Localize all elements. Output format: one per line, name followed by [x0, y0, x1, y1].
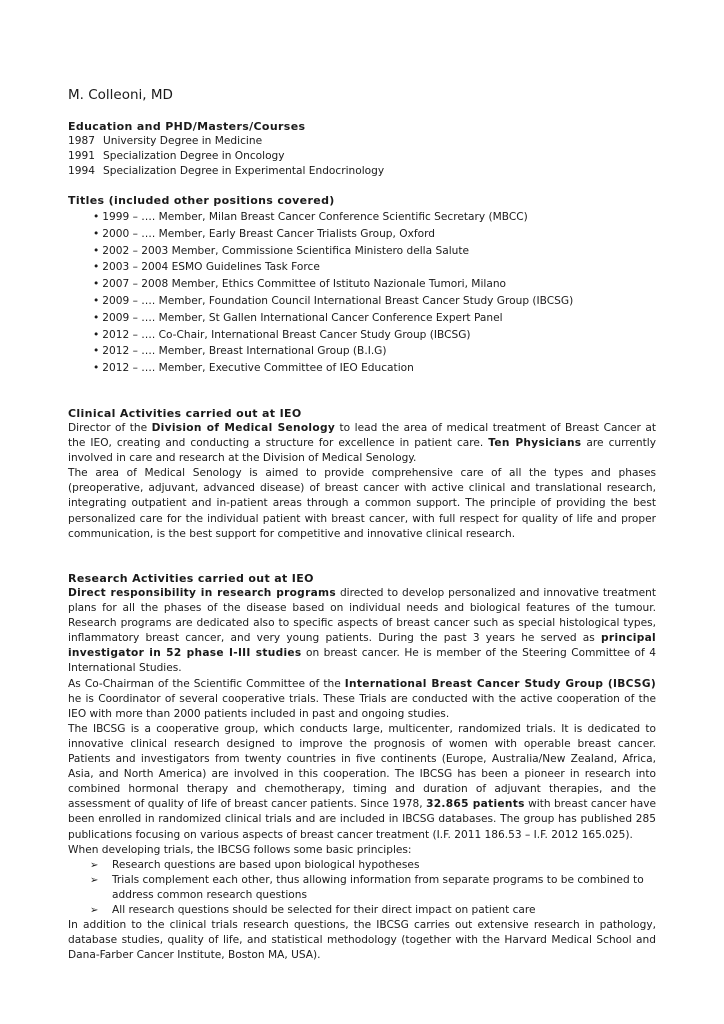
- education-text: University Degree in Medicine: [103, 135, 263, 147]
- clinical-paragraph-1: [68, 421, 656, 466]
- emphasis-physicians: Ten Physicians: [488, 437, 582, 450]
- titles-item: • 2012 – …. Member, Executive Committee of IEO Education: [93, 360, 656, 377]
- arrow-bullet-icon: ➢: [90, 859, 99, 871]
- text-run: The IBCSG is a cooperative group, which conducts large, multicenter, randomized trials. It is dedicated to innovative clinical research designed to improve the prognosis of women with operable breast cancer. Patients and investigators from twenty countries in five continents (Europe, Australia/New Zealand, Africa, Asia, and North America) are involved in this cooperation. The IBCSG has been a pioneer in research into combined hormonal therapy and chemotherapy, timing and duration of adjuvant therapies, and the assessment of quality of life of breast cancer patients. Since 1978,: [68, 722, 656, 811]
- education-year: 1991: [68, 150, 95, 163]
- text-run: to lead the area of medical treatment of Breast Cancer at the IEO, creating and conducting a structure for excellence in patient care.: [68, 422, 656, 450]
- titles-item: • 2009 – …. Member, St Gallen International Cancer Conference Expert Panel: [93, 310, 656, 327]
- text-run: are currently involved in care and research at the Division of Medical Senology.: [68, 437, 656, 465]
- titles-item: • 2009 – …. Member, Foundation Council International Breast Cancer Study Group (IBCSG): [93, 293, 656, 310]
- titles-item: • 2003 – 2004 ESMO Guidelines Task Force: [93, 259, 656, 276]
- text-run: with breast cancer have been enrolled in randomized clinical trials and are included in IBCSG databases. The group has published 285 publications focusing on various aspects of breast cancer treatment (I.F. 2011 186.53 – I.F. 2012 165.025).: [68, 798, 656, 841]
- titles-item: • 1999 – …. Member, Milan Breast Cancer Conference Scientific Secretary (MBCC): [93, 209, 656, 226]
- education-text: Specialization Degree in Experimental Endocrinology: [103, 165, 385, 178]
- research-paragraph-5: In addition to the clinical trials research questions, the IBCSG carries out extensive research in pathology, database studies, quality of life, and statistical methodology (together with the Harvard Medical School and Dana-Farber Cancer Institute, Boston MA, USA).: [68, 919, 656, 962]
- clinical-heading: Clinical Activities carried out at IEO: [68, 407, 302, 420]
- clinical-section: [68, 406, 656, 542]
- education-section: [68, 119, 656, 179]
- text-run: directed to develop personalized and innovative treatment plans for all the phases of the disease based on individual needs and biological features of the tumour. Research programs are dedicated also to specific aspects of breast cancer such as special histological types, inflammatory breast cancer, and very young patients. During the past 3 years he served as: [68, 587, 657, 645]
- research-paragraph-1: [68, 586, 656, 677]
- principle-item: [90, 903, 656, 918]
- research-section: [68, 571, 656, 963]
- research-paragraph-4: When developing trials, the IBCSG follows some basic principles:: [68, 843, 412, 856]
- education-item: [68, 134, 656, 149]
- titles-item: • 2000 – …. Member, Early Breast Cancer Trialists Group, Oxford: [93, 226, 656, 243]
- arrow-bullet-icon: ➢: [90, 904, 99, 916]
- principles-list: [68, 858, 656, 918]
- clinical-paragraph-2: The area of Medical Senology is aimed to provide comprehensive care of all the types and phases (preoperative, adjuvant, advanced disease) of breast cancer with active clinical and translational research, integrating outpatient and in-patient areas through a common support. The principle of providing the best personalized care for the individual patient with breast cancer, with full respect for quality of life and proper communication, is the best support for competitive and innovative clinical research.: [68, 467, 656, 540]
- emphasis-ibcsg: International Breast Cancer Study Group (IBCSG): [344, 677, 656, 690]
- text-run: on breast cancer. He is member of the Steering Committee of 4 International Studies.: [68, 647, 656, 675]
- principle-text: All research questions should be selected for their direct impact on patient care: [112, 903, 536, 916]
- doc-title: M. Colleoni, MD: [68, 87, 173, 103]
- titles-item: • 2012 – …. Member, Breast International Group (B.I.G): [93, 343, 656, 360]
- education-item: [68, 164, 656, 179]
- principle-item: [90, 873, 656, 903]
- principle-item: [90, 858, 656, 873]
- research-heading: Research Activities carried out at IEO: [68, 572, 314, 585]
- text-run: As Co-Chairman of the Scientific Committee of the: [68, 677, 345, 690]
- titles-item: • 2007 – 2008 Member, Ethics Committee of Istituto Nazionale Tumori, Milano: [93, 276, 656, 293]
- education-text: Specialization Degree in Oncology: [103, 150, 285, 163]
- principle-text: Research questions are based upon biological hypotheses: [112, 858, 420, 871]
- emphasis-patients: 32.865 patients: [426, 798, 525, 811]
- emphasis-division: Division of Medical Senology: [151, 422, 336, 434]
- education-item: [68, 149, 656, 164]
- research-paragraph-3: [68, 722, 656, 843]
- education-year: 1987: [68, 135, 95, 147]
- emphasis-studies: principal investigator in 52 phase I-III studies: [68, 632, 656, 660]
- titles-section: [68, 193, 656, 377]
- titles-item: • 2002 – 2003 Member, Commissione Scientifica Ministero della Salute: [93, 243, 656, 260]
- titles-item: • 2012 – …. Co-Chair, International Breast Cancer Study Group (IBCSG): [93, 327, 656, 344]
- principle-text: Trials complement each other, thus allowing information from separate programs to be combined to address common research questions: [112, 873, 644, 901]
- text-run: Director of the: [68, 422, 152, 434]
- emphasis-responsibility: Direct responsibility in research programs: [68, 587, 336, 599]
- arrow-bullet-icon: ➢: [90, 874, 99, 886]
- titles-heading: Titles (included other positions covered): [68, 194, 335, 207]
- research-paragraph-2: [68, 677, 656, 722]
- titles-list: [68, 209, 656, 377]
- text-run: he is Coordinator of several cooperative trials. These Trials are conducted with the active cooperation of the IEO with more than 2000 patients included in past and ongoing studies.: [68, 692, 656, 720]
- education-heading: Education and PHD/Masters/Courses: [68, 120, 306, 133]
- education-year: 1994: [68, 165, 95, 178]
